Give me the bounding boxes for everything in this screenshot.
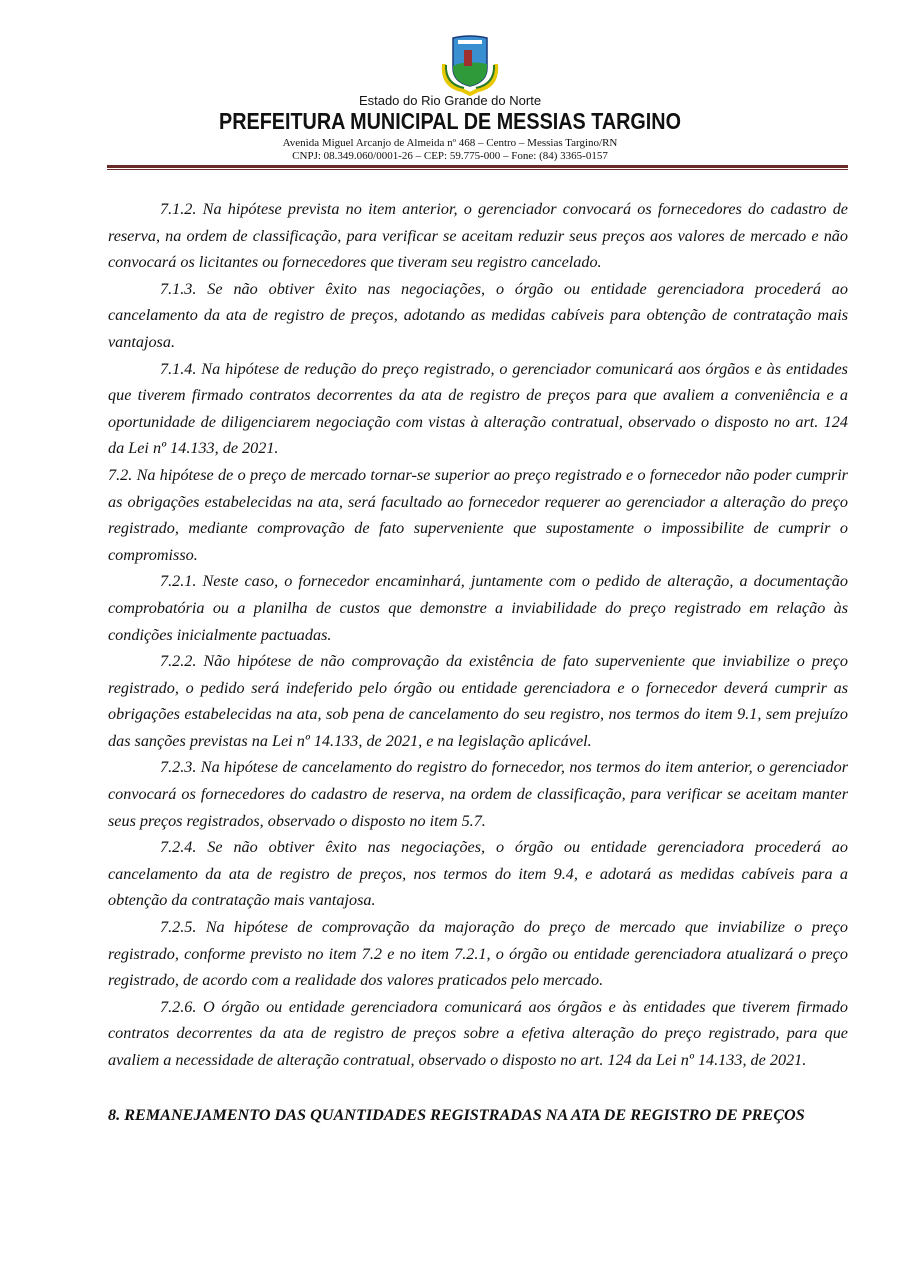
address-line: Avenida Miguel Arcanjo de Almeida nº 468 – Centro – Messias Targino/RN <box>282 137 618 149</box>
section-8-heading: 8. REMANEJAMENTO DAS QUANTIDADES REGISTRADAS NA ATA DE REGISTRO DE PREÇOS <box>108 1106 805 1124</box>
clause-7-1-4: 7.1.4. Na hipótese de redução do preço registrado, o gerenciador comunicará aos órgãos e às entidades que tiverem firmado contratos decorrentes da ata de registro de preços para que avaliem a conveniência e a oportunidade de diligenciarem negociação com vistas à alteração contratual, observado o disposto no art. 124 da Lei nº 14.133, de 2021. <box>108 359 848 458</box>
clause-7-2-6: 7.2.6. O órgão ou entidade gerenciadora comunicará aos órgãos e às entidades que tiverem firmado contratos decorrentes da ata de registro de preços sobre a efetiva alteração do preço registrado, para que avaliem a necessidade de alteração contratual, observado o disposto no art. 124 da Lei nº 14.133, de 2021. <box>108 997 848 1069</box>
header-divider-thin <box>107 169 848 170</box>
state-name: Estado do Rio Grande do Norte <box>358 93 542 108</box>
clause-7-2-2: 7.2.2. Não hipótese de não comprovação da existência de fato superveniente que inviabilize o preço registrado, o pedido será indeferido pelo órgão ou entidade gerenciadora e o fornecedor deverá cumprir as obrigações estabelecidas na ata, sob pena de cancelamento do seu registro, nos termos do item 9.1, sem prejuízo das sanções previstas na Lei nº 14.133, de 2021, e na legislação aplicável. <box>108 652 848 750</box>
header-divider <box>107 165 848 168</box>
clause-7-2-4: 7.2.4. Se não obtiver êxito nas negociações, o órgão ou entidade gerenciadora procederá ao cancelamento da ata de registro de preços, nos termos do item 9.4, e adotará as medidas cabíveis para a obtenção da contratação mais vantajosa. <box>108 838 848 910</box>
clause-7-1-2: 7.1.2. Na hipótese prevista no item anterior, o gerenciador convocará os fornecedores do cadastro de reserva, na ordem de classificação, para verificar se aceitam reduzir seus preços aos valores de mercado e não convocará os licitantes ou fornecedores que tiveram seu registro cancelado. <box>108 200 848 272</box>
clause-7-1-3: 7.1.3. Se não obtiver êxito nas negociações, o órgão ou entidade gerenciadora procederá ao cancelamento da ata de registro de preços, adotando as medidas cabíveis para obtenção de contratação mais vantajosa. <box>108 279 848 351</box>
municipal-coat-of-arms-logo <box>440 34 500 96</box>
municipality-title: PREFEITURA MUNICIPAL DE MESSIAS TARGINO <box>219 108 681 134</box>
clause-7-2-5: 7.2.5. Na hipótese de comprovação da majoração do preço de mercado que inviabilize o preço registrado, conforme previsto no item 7.2 e no item 7.2.1, o órgão ou entidade gerenciadora atualizará o preço registrado, de acordo com a realidade dos valores praticados pelo mercado. <box>108 918 848 990</box>
clause-7-2-1: 7.2.1. Neste caso, o fornecedor encaminhará, juntamente com o pedido de alteração, a documentação comprobatória ou a planilha de custos que demonstre a inviabilidade do preço registrado em relação às condições inicialmente pactuadas. <box>108 572 848 644</box>
clause-7-2: 7.2. Na hipótese de o preço de mercado tornar-se superior ao preço registrado e o fornecedor não poder cumprir as obrigações estabelecidas na ata, será facultado ao fornecedor requerer ao gerenciador a alteração do preço registrado, mediante comprovação de fato superveniente que supostamente o impossibilite de cumprir o compromisso. <box>108 465 848 564</box>
document-body <box>108 196 848 1074</box>
contact-line: CNPJ: 08.349.060/0001-26 – CEP: 59.775-000 – Fone: (84) 3365-0157 <box>292 150 608 162</box>
clause-7-2-3: 7.2.3. Na hipótese de cancelamento do registro do fornecedor, nos termos do item anterior, o gerenciador convocará os fornecedores do cadastro de reserva, na ordem de classificação, para verificar se aceitam manter seus preços registrados, observado o disposto no item 5.7. <box>108 758 848 830</box>
